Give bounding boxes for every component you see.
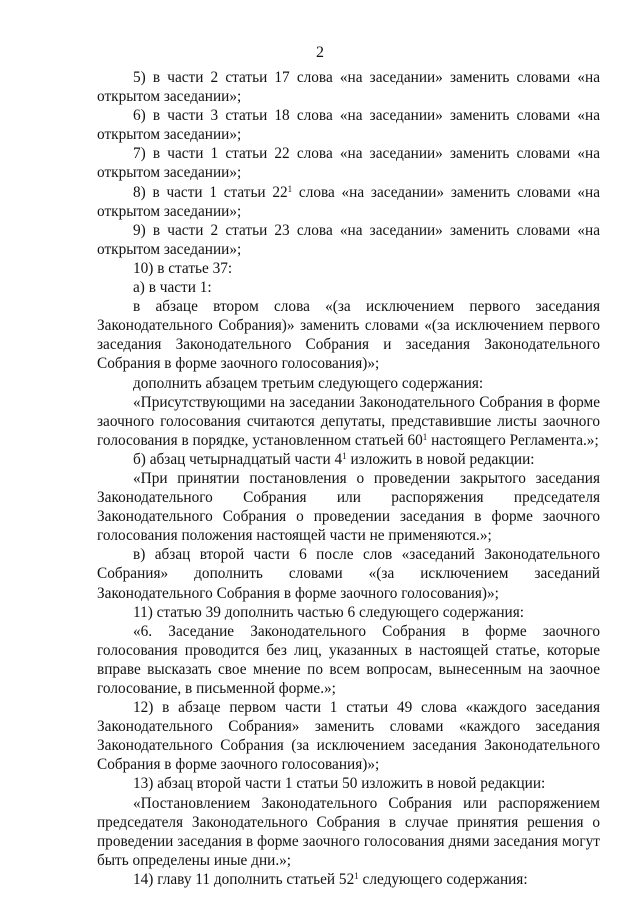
item-7: 7) в части 1 статьи 22 слова «на заседании» заменить словами «на открытом заседании»; <box>97 145 600 182</box>
subitem-a-paragraph-1: в абзаце втором слова «(за исключением первого заседания Законодательного Собрания)» заменить словами «(за исключением первого заседания Законодательного Собрания и заседания Законодательного Собрания в форме заочного голосования)»; <box>97 298 600 373</box>
item-8 <box>97 183 600 221</box>
page-number: 2 <box>316 44 324 61</box>
item-13-quote: «Постановлением Законодательного Собрания или распоряжением председателя Законодательного Собрания в случае принятия решения о проведении заседания в форме заочного голосования днями заседания могут быть определены иные дни.»; <box>97 794 600 869</box>
subitem-b-text: б) абзац четырнадцатый части 4 <box>133 450 343 468</box>
document-body <box>97 68 600 889</box>
subitem-a-quote-text-end: настоящего Регламента.»; <box>427 431 599 449</box>
subitem-a: а) в части 1: <box>133 279 212 297</box>
subitem-b-superscript: 1 <box>342 450 347 461</box>
subitem-a-quote <box>97 393 600 450</box>
item-14-superscript: 1 <box>354 870 359 881</box>
item-13: 13) абзац второй части 1 статьи 50 изложить в новой редакции: <box>133 775 546 793</box>
subitem-b-quote: «При принятии постановления о проведении закрытого заседания Законодательного Собрания или распоряжения председателя Законодательного Собрания о проведении заседания в форме заочного голосования положения настоящей части не применяются.»; <box>97 469 600 545</box>
item-5: 5) в части 2 статьи 17 слова «на заседании» заменить словами «на открытом заседании»; <box>97 69 600 106</box>
subitem-a-paragraph-2: дополнить абзацем третьим следующего содержания: <box>133 374 484 392</box>
item-11-quote: «6. Заседание Законодательного Собрания в форме заочного голосования проводится без лиц, указанных в настоящей статье, которые вправе высказать свое мнение по всем вопросам, вынесенным на заочное голосование, в письменной форме.»; <box>97 622 600 697</box>
item-6: 6) в части 3 статьи 18 слова «на заседании» заменить словами «на открытом заседании»; <box>97 107 600 144</box>
item-14-text: 14) главу 11 дополнить статьей 52 <box>133 870 355 888</box>
item-8-superscript: 1 <box>287 183 293 194</box>
item-14-text-end: следующего содержания: <box>358 870 528 888</box>
item-12: 12) в абзаце первом части 1 статьи 49 слова «каждого заседания Законодательного Собрания» заменить словами «каждого заседания Законодательного Собрания (за исключением заседания Законодательного Собрания в форме заочного голосования)»; <box>97 699 600 774</box>
subitem-v: в) абзац второй части 6 после слов «заседаний Законодательного Собрания» дополнить словами «(за исключением заседаний Законодательного Собрания в форме заочного голосования)»; <box>97 546 600 602</box>
subitem-b <box>97 450 600 469</box>
subitem-a-quote-text: «Присутствующими на заседании Законодательного Собрания в форме заочного голосования считаются депутаты, представившие листы заочного голосования в порядке, установленном статьей 60 <box>97 393 600 449</box>
subitem-a-quote-superscript: 1 <box>422 431 428 442</box>
item-8-text: 8) в части 1 статьи 22 <box>133 183 288 201</box>
item-10: 10) в статье 37: <box>133 259 233 277</box>
item-11: 11) статью 39 дополнить частью 6 следующего содержания: <box>133 603 524 621</box>
item-9: 9) в части 2 статьи 23 слова «на заседании» заменить словами «на открытом заседании»; <box>97 221 600 258</box>
item-8-text-end: слова «на заседании» заменить словами «на открытом заседании»; <box>97 183 601 220</box>
subitem-b-text-end: изложить в новой редакции: <box>346 450 535 468</box>
item-14 <box>97 870 600 889</box>
